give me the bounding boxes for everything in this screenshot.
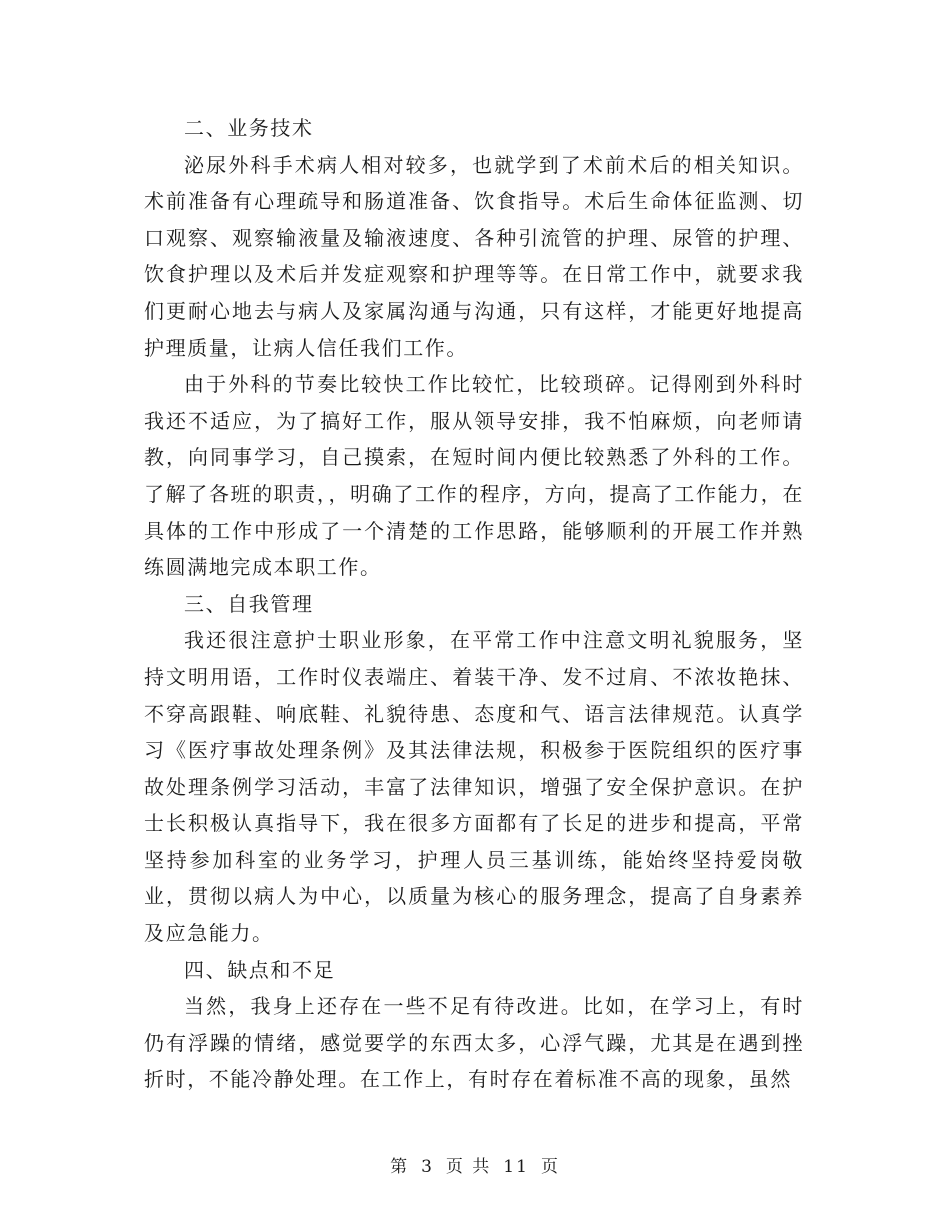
page-footer [0,1152,950,1177]
paragraph: 由于外科的节奏比较快工作比较忙，比较琐碎。记得刚到外科时我还不适应，为了搞好工作，服从领导安排，我不怕麻烦，向老师请教，向同事学习，自己摸索，在短时间内便比较熟悉了外科的工作。了解了各班的职责，，明确了工作的程序，方向，提高了工作能力，在具体的工作中形成了一个清楚的工作思路，能够顺利的开展工作并熟练圆满地完成本职工作。 [144,372,804,580]
section-heading-shortcomings: 四、缺点和不足 [184,957,336,982]
total-page-count: 11 [503,1157,529,1177]
page-label-prefix: 第 [390,1157,410,1177]
page-label-middle: 页 共 [445,1157,492,1177]
page-label-suffix: 页 [540,1157,560,1177]
paragraph: 当然，我身上还存在一些不足有待改进。比如，在学习上，有时仍有浮躁的情绪，感觉要学的东西太多，心浮气躁，尤其是在遇到挫折时，不能冷静处理。在工作上，有时存在着标准不高的现象，虽然 [144,994,804,1092]
paragraph: 我还很注意护士职业形象，在平常工作中注意文明礼貌服务，坚持文明用语，工作时仪表端庄、着装干净、发不过肩、不浓妆艳抹、不穿高跟鞋、响底鞋、礼貌待患、态度和气、语言法律规范。认真学习《医疗事故处理条例》及其法律法规，积极参于医院组织的医疗事故处理条例学习活动，丰富了法律知识，增强了安全保护意识。在护士长积极认真指导下，我在很多方面都有了长足的进步和提高，平常坚持参加科室的业务学习，护理人员三基训练，能始终坚持爱岗敬业，贯彻以病人为中心，以质量为核心的服务理念，提高了自身素养及应急能力。 [144,628,804,946]
paragraph: 泌尿外科手术病人相对较多，也就学到了术前术后的相关知识。术前准备有心理疏导和肠道准备、饮食指导。术后生命体征监测、切口观察、观察输液量及输液速度、各种引流管的护理、尿管的护理、饮食护理以及术后并发症观察和护理等等。在日常工作中，就要求我们更耐心地去与病人及家属沟通与沟通，只有这样，才能更好地提高护理质量，让病人信任我们工作。 [144,152,804,360]
section-heading-self-management: 三、自我管理 [184,591,314,616]
section-heading-business-skills: 二、业务技术 [184,116,314,140]
document-body [144,110,804,1098]
current-page-number: 3 [421,1157,434,1177]
